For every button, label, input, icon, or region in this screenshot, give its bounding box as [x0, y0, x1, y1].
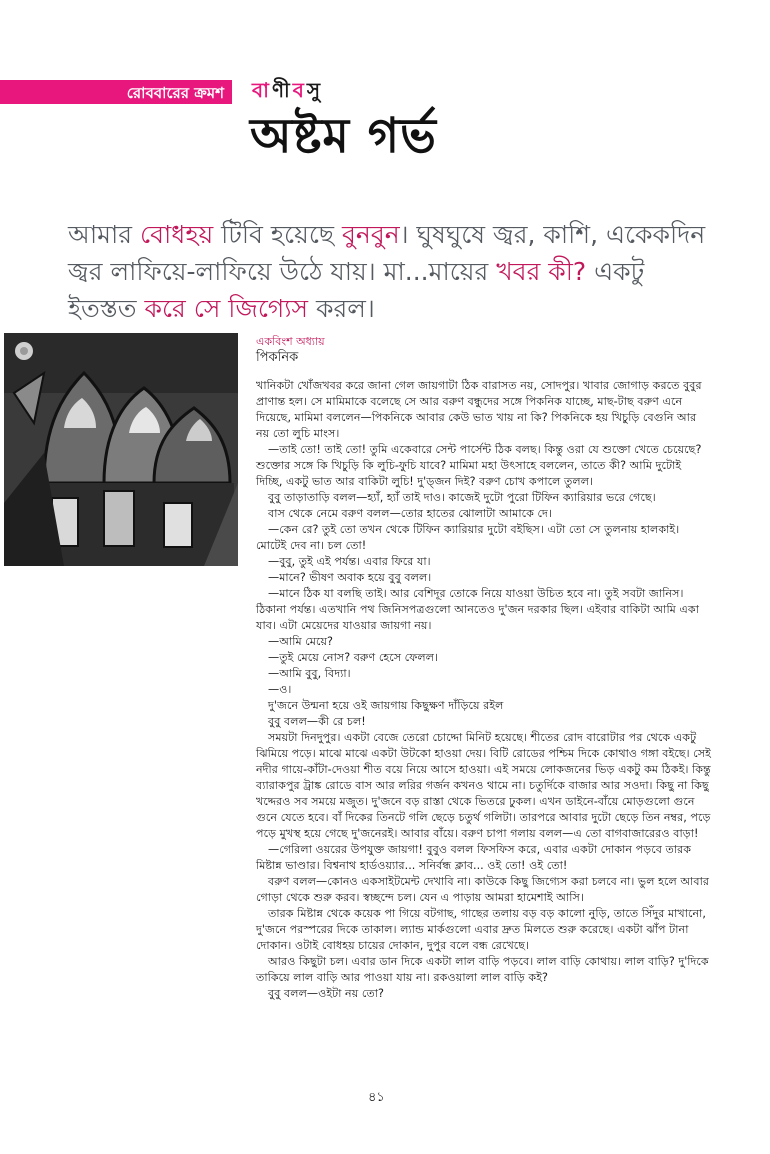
paragraph: —কেন রে? তুই তো তখন থেকে টিফিন ক্যারিয়ার দুটো বইছিস। এটা তো সে তুলনায় হালকাই। মোটেই দেব না। চল তো! [256, 523, 680, 552]
quote-text: । ঘুষঘুষে জ্বর, কাশি, একেকদিন জ্বর লাফিয়ে-লাফিয়ে উঠে যায়। মা...মায়ের [68, 220, 706, 286]
quote-highlight: করে [144, 294, 186, 323]
pull-quote [68, 216, 718, 327]
section-label-band [0, 80, 232, 104]
paragraph: দু'জনে উন্মনা হয়ে ওই জায়গায় কিছুক্ষণ দাঁড়িয়ে রইল [268, 699, 504, 712]
quote-text: একটু ইতস্তত [68, 257, 645, 323]
author-part-1: বা [252, 78, 272, 102]
quote-text: টিবি হয়েছে [213, 220, 342, 249]
paragraph: বরুণ বলল—কোনও একসাইটমেন্ট দেখাবি না। কাউকে কিছু জিগ্যেস করা চলবে না। ভুল হলে আবার গোড়া থেকে শুরু করব। স্বচ্ছন্দে চল। যেন এ পাড়ায় আমরা হামেশাই আসি। [256, 875, 710, 904]
author-part-2: ণী [271, 78, 293, 102]
author-part-4: সু [306, 78, 324, 102]
section-label: রোববারের ক্রমশ [126, 84, 224, 102]
paragraph: বুবু বলল—ওইটা নয় তো? [268, 987, 384, 1000]
paragraph: —বুবু, তুই এই পর্যন্ত। এবার ফিরে যা। [268, 555, 431, 568]
paragraph: আরও কিছুটা চল। এবার ডান দিকে একটা লাল বাড়ি পড়বে। লাল বাড়ি কোথায়। লাল বাড়ি? দু'দিকে তাকিয়ে লাল বাড়ি আর পাওয়া যায় না। রকওয়ালা লাল বাড়ি কই? [256, 955, 709, 984]
paragraph: —ও। [268, 683, 292, 696]
paragraph: —আমি মেয়ে? [268, 635, 333, 648]
paragraph: —তুই মেয়ে নোস? বরুণ হেসে ফেলল। [268, 651, 439, 664]
chapter-number: একবিংশ অধ্যায় [256, 335, 325, 348]
paragraph: সময়টা দিনদুপুর। একটা বেজে তেরো চোদ্দো মিনিট হয়েছে। শীতের রোদ বারোটার পর থেকে একটু ঝিমিয়ে পড়ে। মাঝে মাঝে একটা উটকো হাওয়া দেয়। বিটি রোডের পশ্চিম দিকে কোথাও গঙ্গা বইছে। সেই নদীর গায়ে-কাঁটা-দেওয়া শীত বয়ে নিয়ে আসে হাওয়া। এই সময়ে লোকজনের ভিড় একটু কম ঠিকই। কিন্তু ব্যারাকপুর ট্রাঙ্ক রোডে বাস আর লরির গর্জন কখনও থামে না। চতুর্দিকে বাজার আর সওদা। কিছু না কিছু খদ্দেরও সব সময়ে মজুত। দু'জনে বড় রাস্তা থেকে ভিতরে ঢুকল। এখন ডাইনে-বাঁয়ে মোড়গুলো গুনে গুনে যেতে হবে। বাঁ দিকের তিনটে গলি ছেড়ে চতুর্থ গলিটা। তারপরে আবার দুটো ছেড়ে তিন নম্বর, পড়ে পড়ে মুখস্থ হয়ে গেছে দু'জনেরই। আবার বাঁয়ে। বরুণ চাপা গলায় বলল—এ তো বাগবাজারেরও বাড়া! [256, 731, 711, 840]
paragraph: —মানে ঠিক যা বলছি তাই। আর বেশিদূর তোকে নিয়ে যাওয়া উচিত হবে না। তুই সবটা জানিস। ঠিকানা পর্যন্ত। এতখানি পথ জিনিসপত্রগুলো আনতেও দু'জন দরকার ছিল। এইবার বাকিটা আমি একা যাব। এটা মেয়েদের যাওয়ার জায়গা নয়। [256, 587, 699, 632]
quote-highlight: বুনবুন [341, 220, 400, 249]
page-number: ৪১ [368, 1090, 385, 1105]
quote-text [186, 294, 194, 323]
quote-text: করল। [308, 294, 375, 323]
quote-highlight: খবর কী? [496, 257, 587, 286]
story-title: অষ্টম গর্ভ [250, 108, 437, 164]
paragraph: খানিকটা খোঁজখবর করে জানা গেল জায়গাটা ঠিক বারাসত নয়, সোদপুর। খাবার জোগাড় করতে বুবুর প্রাণান্ত হল। সে মামিমাকে বলেছে সে আর বরুণ বন্ধুদের সঙ্গে পিকনিক যাচ্ছে, মাছ-টাছ বরুণ এনে দিয়েছে, মামিমা বললেন—পিকনিকে আবার কেউ ভাত খায় না কি? পিকনিকে হয় খিচুড়ি বেগুনি আর নয় তো লুচি মাংস। [256, 379, 702, 440]
quote-highlight: সে জিগ্যেস [193, 294, 309, 323]
illustration-image [4, 333, 238, 566]
quote-text: আমার [68, 220, 140, 249]
article-body [256, 378, 711, 1002]
paragraph: —মানে? ভীষণ অবাক হয়ে বুবু বলল। [268, 571, 432, 584]
chapter-title: পিকনিক [256, 350, 299, 365]
paragraph: বুবু তাড়াতাড়ি বলল—হ্যাঁ, হ্যাঁ তাই দাও। কাজেই দুটো পুরো টিফিন ক্যারিয়ার ভরে গেছে। [268, 491, 656, 504]
quote-highlight: বোধহয় [140, 220, 214, 249]
paragraph: বুবু বলল—কী রে চল! [268, 715, 366, 728]
paragraph: —তাই তো! তাই তো! তুমি একেবারে সেন্ট পার্সেন্ট ঠিক বলছ। কিন্তু ওরা যে শুক্তো খেতে চেয়েছে? শুক্তোর সঙ্গে কি খিচুড়ি কি লুচি-ফুচি যাবে? মামিমা মহা উৎসাহে বললেন, তাতে কী? আমি দুটোই দিচ্ছি, একটু ভাত আর বাকিটা লুচি! দু'ড্জন দিই? বরুণ চোখ কপালে তুলল। [256, 443, 702, 488]
paragraph: বাস থেকে নেমে বরুণ বলল—তোর হাতের ঝোলাটা আমাকে দে। [268, 507, 552, 520]
author-part-3: ব [292, 78, 307, 102]
paragraph: —গেরিলা ওয়রের উপযুক্ত জায়গা! বুবুও বলল ফিসফিস করে, এবার একটা দোকান পড়বে তারক মিষ্টান্ন ভাণ্ডার। বিশ্বনাথ হার্ডওয়্যার... সনির্বন্ধ ক্লাব... ওই তো! ওই তো! [256, 843, 692, 872]
paragraph: —আমি বুবু, বিদ্যা। [268, 667, 351, 680]
paragraph: তারক মিষ্টান্ন থেকে কয়েক পা গিয়ে বটগাছ, গাছের তলায় বড় বড় কালো নুড়ি, তাতে সিঁদুর মাখানো, দু'জনে পরস্পরের দিকে তাকাল। ল্যান্ড মার্কগুলো এবার দ্রুত মিলতে শুরু করেছে। একটা ঝাঁপ টানা দোকান। ওটাই বোধহয় চায়ের দোকান, দুপুর বলে বন্ধ রেখেছে। [256, 907, 706, 952]
